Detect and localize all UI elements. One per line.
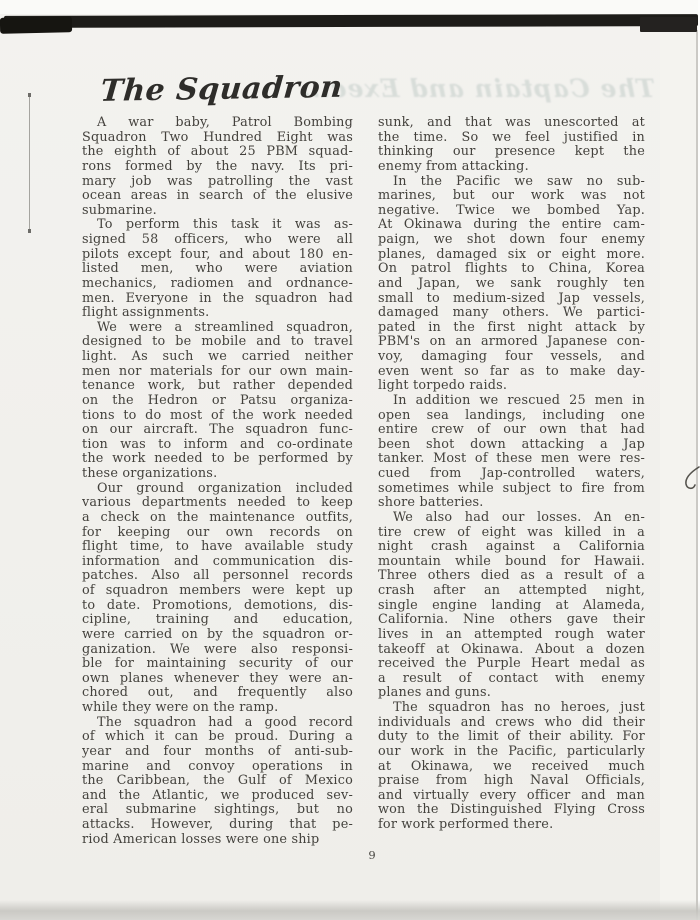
text-line: patches. Also all personnel records — [82, 569, 353, 584]
text-line: The squadron had a good record — [97, 715, 353, 730]
text-line: California. Nine others gave their — [378, 613, 645, 628]
text-line: duty to the limit of their ability. For — [378, 730, 645, 745]
text-line: light. As such we carried neither — [82, 350, 353, 364]
text-line: At Okinawa during the entire cam- — [378, 218, 645, 233]
text-line: won the Distinguished Flying Cross — [378, 803, 645, 818]
text-line: In addition we rescued 25 men in — [393, 393, 645, 408]
text-line: ocean areas in search of the elusive — [82, 189, 353, 204]
text-line: individuals and crews who did their — [378, 715, 645, 730]
text-line: light torpedo raids. — [378, 379, 508, 394]
text-line: rons formed by the navy. Its pri- — [82, 159, 353, 174]
text-line: on the Hedron or Patsu organiza- — [82, 393, 353, 408]
text-line: these organizations. — [82, 467, 218, 481]
text-line: the time. So we feel justified in — [378, 130, 645, 145]
text-line: small to medium-sized Jap vessels, — [378, 291, 645, 306]
text-line: while they were on the ramp. — [82, 701, 279, 715]
bleed-through-heading: The Captain and Exec... — [301, 74, 655, 103]
text-line: eral submarine sightings, but no — [82, 803, 353, 818]
text-line: of squadron members were kept up — [82, 584, 353, 598]
text-line: submarine. — [82, 203, 157, 218]
text-line: various departments needed to keep — [82, 496, 353, 511]
text-line: received the Purple Heart medal as — [378, 657, 645, 672]
text-line: lives in an attempted rough water — [378, 627, 645, 642]
text-line: and virtually every officer and man — [378, 788, 645, 803]
paper-crease-line — [29, 96, 30, 230]
text-line: information and communication dis- — [82, 554, 353, 569]
text-line: own planes whenever they were an- — [82, 671, 353, 686]
text-line: pilots except four, and about 180 en- — [82, 247, 353, 262]
text-line: The squadron has no heroes, just — [393, 701, 645, 715]
page-number: 9 — [368, 848, 376, 862]
text-line: night crash against a California — [378, 540, 645, 555]
text-line: our work in the Pacific, particularly — [378, 744, 645, 759]
text-line: cipline, training and education, — [82, 613, 353, 628]
text-line: sometimes while subject to fire from — [378, 481, 645, 496]
text-line: damaged many others. We partici- — [378, 306, 645, 321]
text-line: ganization. We were also responsi- — [82, 642, 353, 657]
text-line: negative. Twice we bombed Yap. — [378, 203, 645, 218]
text-line: voy, damaging four vessels, and — [378, 350, 645, 364]
text-line: the work needed to be performed by — [82, 452, 353, 467]
text-line: listed men, who were aviation — [82, 262, 353, 277]
text-line: attacks. However, during that pe- — [82, 818, 353, 832]
text-line: men nor materials for our own main- — [82, 364, 353, 379]
text-line: tenance work, but rather depended — [82, 379, 353, 394]
text-line: tion was to inform and co-ordinate — [82, 437, 353, 452]
text-line: paign, we shot down four enemy — [378, 233, 645, 247]
text-line: Three others died as a result of a — [378, 569, 645, 584]
text-line: crash after an attempted night, — [378, 584, 645, 598]
text-line: for work performed there. — [378, 818, 554, 832]
text-line: and the Atlantic, we produced sev- — [82, 788, 353, 803]
text-line: We were a streamlined squadron, — [97, 320, 353, 335]
text-line: On patrol flights to China, Korea — [378, 262, 645, 277]
text-line: flight assignments. — [82, 306, 210, 321]
page-title: The Squadron — [98, 69, 345, 109]
right-text-column — [378, 116, 645, 833]
text-line: to date. Promotions, demotions, dis- — [82, 598, 353, 613]
handwritten-squiggle-mark — [682, 464, 700, 494]
text-line: A war baby, Patrol Bombing — [97, 116, 353, 130]
text-line: tions to do most of the work needed — [82, 408, 353, 423]
text-line: Our ground organization included — [97, 481, 353, 496]
text-line: and Japan, we sank roughly ten — [378, 276, 645, 291]
text-line: a check on the maintenance outfits, — [82, 510, 353, 525]
text-line: To perform this task it was as- — [97, 218, 353, 233]
text-line: the eighth of about 25 PBM squad- — [82, 145, 353, 160]
text-line: chored out, and frequently also — [82, 686, 353, 701]
text-line: shore batteries. — [378, 496, 484, 511]
text-line: ble for maintaining security of our — [82, 657, 353, 672]
text-line: for keeping our own records on — [82, 525, 353, 540]
text-line: We also had our losses. An en- — [393, 510, 645, 525]
text-line: tanker. Most of these men were res- — [378, 452, 645, 467]
text-line: pated in the first night attack by — [378, 320, 645, 335]
scan-bottom-shadow — [0, 900, 700, 920]
text-line: mechanics, radiomen and ordnance- — [82, 276, 353, 291]
text-line: at Okinawa, we received much — [378, 759, 645, 774]
binding-bar-left-blob — [0, 16, 72, 34]
text-line: been shot down attacking a Jap — [378, 437, 645, 452]
text-line: marines, but our work was not — [378, 189, 645, 204]
text-line: takeoff at Okinawa. About a dozen — [378, 642, 645, 657]
text-line: men. Everyone in the squadron had — [82, 291, 353, 306]
scan-top-margin — [0, 0, 700, 14]
binding-bar — [4, 14, 698, 28]
text-line: single engine landing at Alameda, — [378, 598, 645, 613]
text-line: even went so far as to make day- — [378, 364, 645, 379]
text-line: designed to be mobile and to travel — [82, 335, 353, 350]
text-line: signed 58 officers, who were all — [82, 233, 353, 247]
text-line: mary job was patrolling the vast — [82, 174, 353, 189]
text-line: praise from high Naval Officials, — [378, 774, 645, 789]
text-line: year and four months of anti-sub- — [82, 744, 353, 759]
text-line: riod American losses were one ship — [82, 832, 320, 847]
binding-bar-right-step — [640, 17, 697, 32]
text-line: the Caribbean, the Gulf of Mexico — [82, 774, 353, 789]
text-line: Squadron Two Hundred Eight was — [82, 130, 353, 145]
text-line: of which it can be proud. During a — [82, 730, 353, 745]
text-line: cued from Jap-controlled waters, — [378, 467, 645, 481]
text-line: entire crew of our own that had — [378, 423, 645, 438]
text-line: flight time, to have available study — [82, 540, 353, 555]
text-line: planes and guns. — [378, 686, 492, 701]
text-line: were carried on by the squadron or- — [82, 627, 353, 642]
text-line: open sea landings, including one — [378, 408, 645, 423]
text-line: enemy from attacking. — [378, 159, 529, 174]
text-line: tire crew of eight was killed in a — [378, 525, 645, 540]
text-line: mountain while bound for Hawaii. — [378, 554, 645, 569]
text-line: PBM's on an armored Japanese con- — [378, 335, 645, 350]
text-line: a result of contact with enemy — [378, 671, 645, 686]
left-text-column — [82, 116, 353, 847]
text-line: marine and convoy operations in — [82, 759, 353, 774]
text-line: sunk, and that was unescorted at — [378, 116, 645, 130]
text-line: planes, damaged six or eight more. — [378, 247, 645, 262]
text-line: on our aircraft. The squadron func- — [82, 423, 353, 438]
text-line: thinking our presence kept the — [378, 145, 645, 160]
text-line: In the Pacific we saw no sub- — [393, 174, 645, 189]
